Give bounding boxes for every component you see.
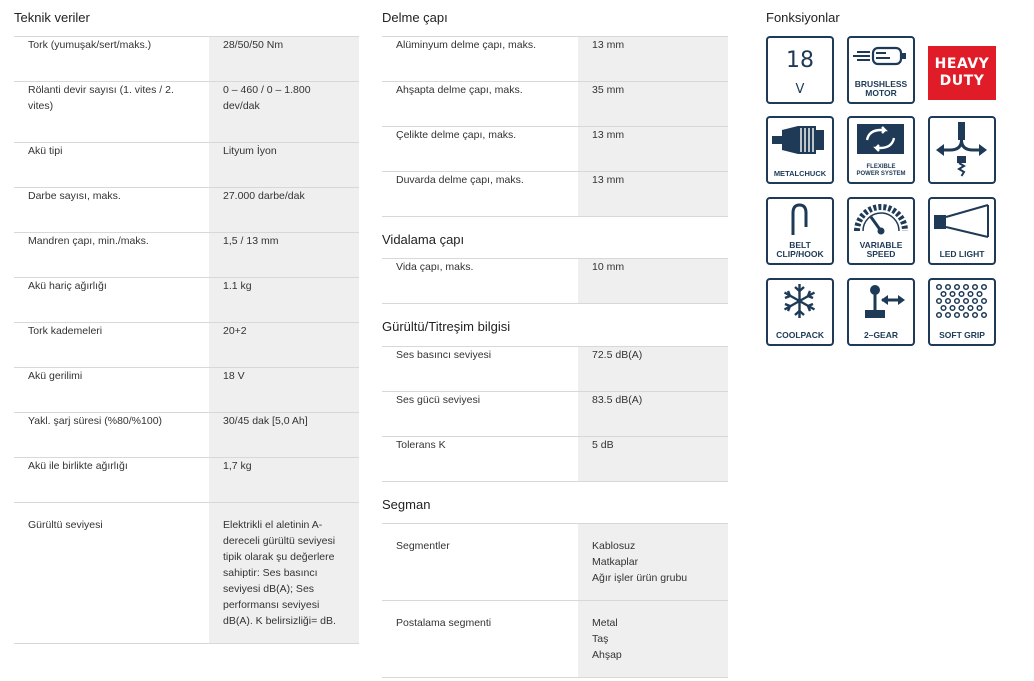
spec-key: Postalama segmenti (382, 601, 578, 678)
gear-shift-graphic (849, 280, 912, 324)
brushless-line: BRUSHLESS (854, 79, 908, 89)
variable-speed-icon (847, 197, 915, 265)
voltage-18v-icon (766, 36, 834, 104)
table-row (382, 82, 728, 127)
power-system-line: POWER SYSTEM (856, 171, 906, 177)
tech-specs-title: Teknik veriler (14, 10, 90, 25)
table-row (382, 127, 728, 172)
features-title: Fonksiyonlar (766, 10, 840, 25)
table-row (14, 458, 359, 503)
spec-key: Alüminyum delme çapı, maks. (382, 37, 578, 82)
table-row (382, 259, 728, 304)
table-row (14, 143, 359, 188)
flex-graphic (849, 120, 912, 160)
motor-graphic (849, 40, 912, 78)
drill-section-title: Delme çapı (382, 10, 448, 25)
spec-key: Tork kademeleri (14, 323, 209, 368)
table-row (14, 82, 359, 143)
two-gear-icon (847, 278, 915, 346)
snowflake-graphic (768, 280, 831, 324)
spec-value: 13 mm (578, 37, 728, 82)
flexible-line: FLEXIBLE (866, 164, 896, 170)
flexible-label (849, 164, 913, 178)
noise-table (382, 346, 728, 482)
table-row (382, 392, 728, 437)
angle-graphic (930, 118, 993, 181)
spec-key: Tolerans K (382, 437, 578, 482)
chuck-graphic (768, 120, 831, 162)
spec-key: Ses gücü seviyesi (382, 392, 578, 437)
belt-line: BELT (789, 240, 811, 250)
two-gear-label: 2–GEAR (863, 330, 898, 340)
belt-clip-hook-icon (766, 197, 834, 265)
table-row (14, 503, 359, 644)
belt-hook-graphic (768, 201, 831, 241)
spec-value: 35 mm (578, 82, 728, 127)
metalchuck-label: METALCHUCK (773, 169, 827, 178)
spec-key: Akü gerilimi (14, 368, 209, 413)
segment-value-line: Taş (592, 633, 609, 645)
segment-value-line: Matkaplar (592, 556, 639, 568)
table-row (14, 37, 359, 82)
table-row (14, 233, 359, 278)
voltage-number: 18 (786, 48, 814, 73)
multi-direction-icon (928, 116, 996, 184)
spec-key: Vida çapı, maks. (382, 259, 578, 304)
table-row (14, 188, 359, 233)
voltage-unit: V (795, 82, 805, 97)
table-row (382, 601, 728, 678)
spec-key: Rölanti devir sayısı (1. vites / 2. vites) (14, 82, 209, 143)
spec-value: 1,5 / 13 mm (209, 233, 359, 278)
spec-key: Çelikte delme çapı, maks. (382, 127, 578, 172)
spec-value: 72.5 dB(A) (578, 347, 728, 392)
spec-value: 0 – 460 / 0 – 1.800 dev/dak (209, 82, 359, 143)
motor-line: MOTOR (865, 88, 897, 98)
led-light-icon (928, 197, 996, 265)
spec-key: Akü ile birlikte ağırlığı (14, 458, 209, 503)
coolpack-icon (766, 278, 834, 346)
table-row (14, 368, 359, 413)
metal-chuck-icon (766, 116, 834, 184)
spec-value: 13 mm (578, 172, 728, 217)
duty-line: DUTY (939, 73, 985, 89)
spec-key: Duvarda delme çapı, maks. (382, 172, 578, 217)
heavy-line: HEAVY (934, 56, 990, 72)
spec-value: 20+2 (209, 323, 359, 368)
heavy-duty-badge (928, 46, 996, 100)
spec-key: Gürültü seviyesi (14, 503, 209, 644)
spec-key: Ses basıncı seviyesi (382, 347, 578, 392)
spec-key: Akü hariç ağırlığı (14, 278, 209, 323)
spec-key: Darbe sayısı, maks. (14, 188, 209, 233)
segment-value-line: Metal (592, 617, 618, 629)
spec-value (578, 601, 728, 678)
spec-key: Akü tipi (14, 143, 209, 188)
spec-key: Segmentler (382, 524, 578, 601)
tech-specs-table (14, 36, 359, 644)
speed-line: SPEED (866, 249, 896, 259)
table-row (382, 37, 728, 82)
spec-value: 5 dB (578, 437, 728, 482)
segment-value-line: Ağır işler ürün grubu (592, 572, 688, 584)
spec-value: 83.5 dB(A) (578, 392, 728, 437)
table-row (382, 524, 728, 601)
spec-value: 13 mm (578, 127, 728, 172)
soft-grip-label: SOFT GRIP (939, 330, 985, 340)
brushless-label (849, 80, 913, 98)
drill-table (382, 36, 728, 217)
speedometer-graphic (849, 201, 912, 241)
belt-label (768, 241, 832, 259)
spec-value: Elektrikli el aletinin A-dereceli gürültü seviyesi tipik olarak şu değerlere sahiptir: Ses basıncı seviyesi dB(A); Ses performansı seviyesi dB(A). K belirsizliği= dB. (209, 503, 359, 644)
features-column (766, 0, 1006, 340)
drill-specs-column (382, 0, 728, 678)
led-graphic (930, 201, 993, 243)
clip-hook-line: CLIP/HOOK (776, 249, 824, 259)
segment-value-line: Kablosuz (592, 540, 636, 552)
variable-label (849, 241, 913, 259)
variable-line: VARIABLE (859, 240, 903, 250)
flexible-power-system-icon (847, 116, 915, 184)
segment-table (382, 523, 728, 678)
table-row (382, 437, 728, 482)
table-row (382, 172, 728, 217)
spec-key: Yakl. şarj süresi (%80/%100) (14, 413, 209, 458)
screw-table (382, 258, 728, 304)
segment-section-title: Segman (382, 497, 431, 512)
spec-key: Mandren çapı, min./maks. (14, 233, 209, 278)
spec-value: 1,7 kg (209, 458, 359, 503)
spec-key: Tork (yumuşak/sert/maks.) (14, 37, 209, 82)
segment-value-line: Ahşap (592, 649, 622, 661)
spec-value: 27.000 darbe/dak (209, 188, 359, 233)
noise-section-title: Gürültü/Titreşim bilgisi (382, 319, 511, 334)
grip-dots-graphic (930, 280, 993, 324)
tech-specs-column (14, 0, 359, 644)
table-row (14, 323, 359, 368)
spec-value: 18 V (209, 368, 359, 413)
screw-section-title: Vidalama çapı (382, 232, 465, 247)
spec-key: Ahşapta delme çapı, maks. (382, 82, 578, 127)
brushless-motor-icon (847, 36, 915, 104)
spec-value: 1.1 kg (209, 278, 359, 323)
spec-value: Lityum İyon (209, 143, 359, 188)
led-label: LED LIGHT (939, 249, 985, 259)
spec-value: 28/50/50 Nm (209, 37, 359, 82)
table-row (382, 347, 728, 392)
coolpack-label: COOLPACK (775, 330, 824, 340)
table-row (14, 278, 359, 323)
table-row (14, 413, 359, 458)
soft-grip-icon (928, 278, 996, 346)
spec-value: 30/45 dak [5,0 Ah] (209, 413, 359, 458)
spec-value: 10 mm (578, 259, 728, 304)
spec-value (578, 524, 728, 601)
